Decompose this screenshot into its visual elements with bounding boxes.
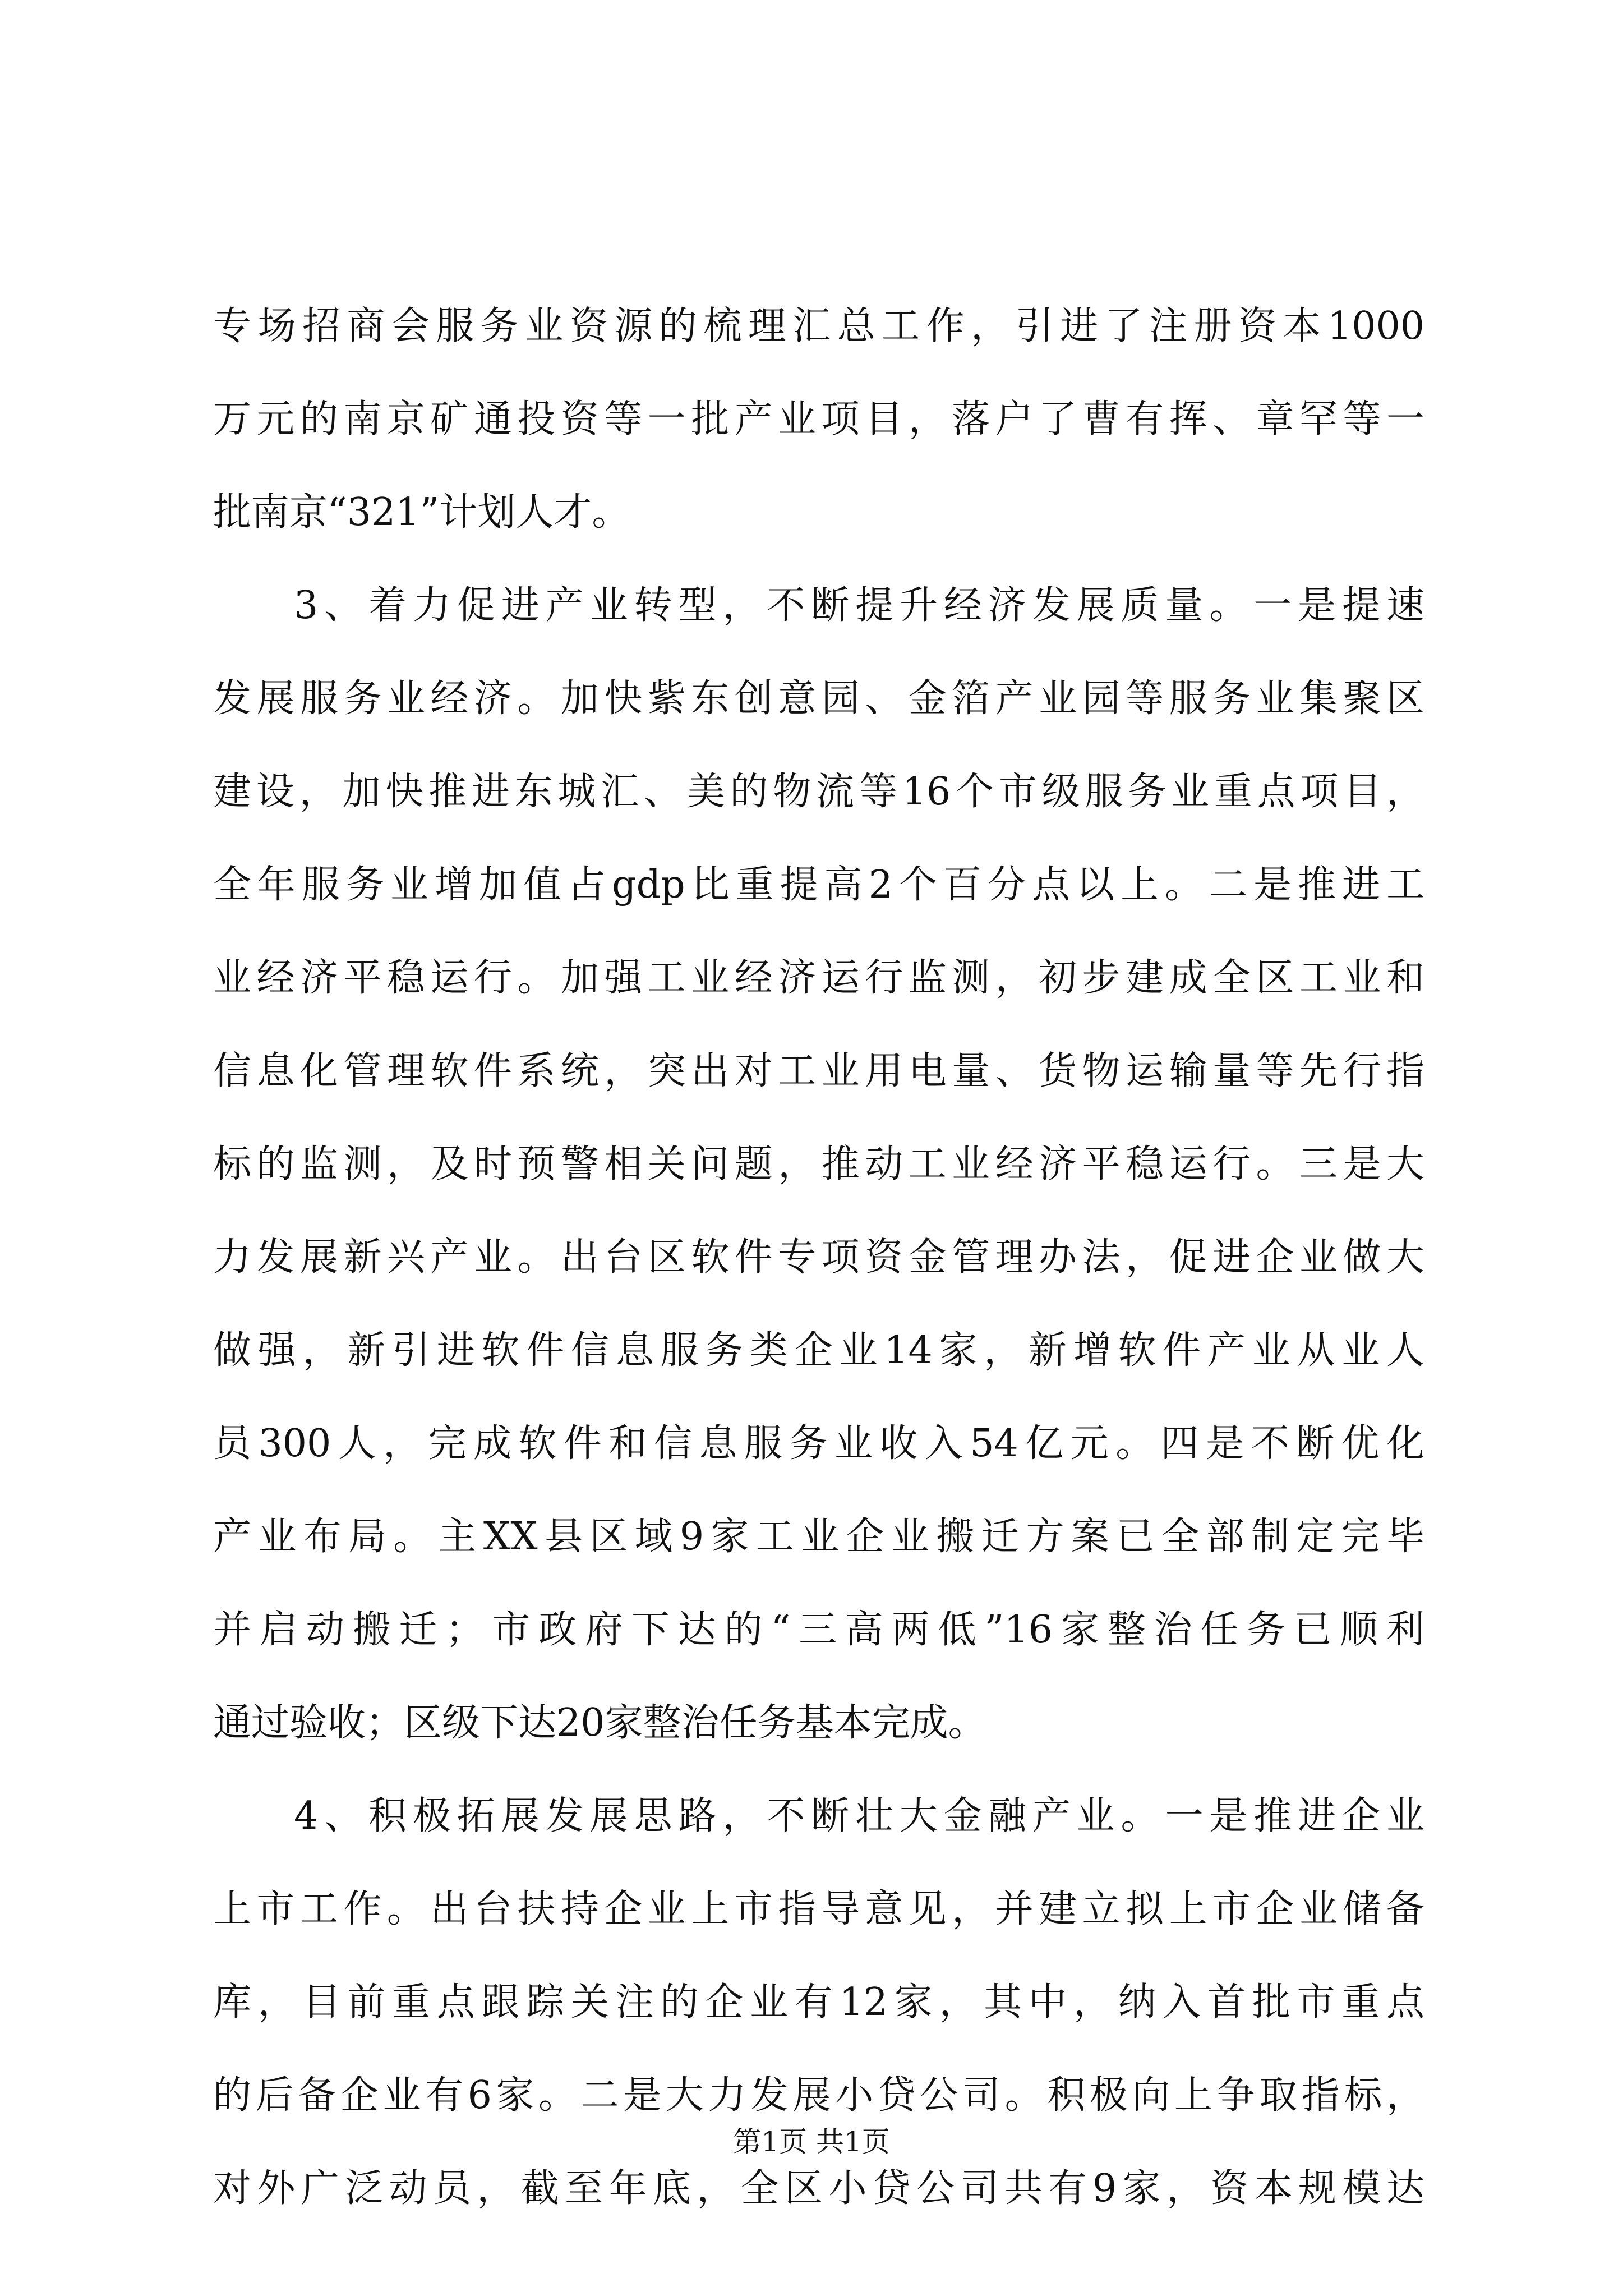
text-line: 全年服务业增加值占gdp比重提高2个百分点以上。二是推进工 [213, 863, 1424, 907]
text-line: 库，目前重点跟踪关注的企业有12家，其中，纳入首批市重点 [213, 1980, 1424, 2024]
text-line: 3、着力促进产业转型，不断提升经济发展质量。一是提速 [294, 583, 1424, 628]
text-line: 发展服务业经济。加快紫东创意园、金箔产业园等服务业集聚区 [213, 677, 1424, 721]
text-line: 产业布局。主XX县区域9家工业企业搬迁方案已全部制定完毕 [213, 1515, 1424, 1559]
text-line: 对外广泛动员，截至年底，全区小贷公司共有9家，资本规模达 [213, 2166, 1424, 2211]
text-line: 上市工作。出台扶持企业上市指导意见，并建立拟上市企业储备 [213, 1887, 1424, 1931]
text-line: 专场招商会服务业资源的梳理汇总工作，引进了注册资本1000 [213, 304, 1424, 348]
text-line: 通过验收；区级下达20家整治任务基本完成。 [213, 1701, 986, 1745]
text-line: 做强，新引进软件信息服务类企业14家，新增软件产业从业人 [213, 1328, 1424, 1373]
text-line: 4、积极拓展发展思路，不断壮大金融产业。一是推进企业 [294, 1794, 1424, 1838]
text-line: 信息化管理软件系统，突出对工业用电量、货物运输量等先行指 [213, 1049, 1424, 1093]
text-line: 建设，加快推进东城汇、美的物流等16个市级服务业重点项目， [213, 770, 1424, 814]
text-line: 批南京“321”计划人才。 [213, 490, 630, 535]
body-text [213, 303, 1424, 2258]
page-footer: 第1页 共1页 [733, 2125, 890, 2158]
text-line: 万元的南京矿通投资等一批产业项目，落户了曹有挥、章罕等一 [213, 397, 1424, 441]
text-line: 并启动搬迁；市政府下达的“三高两低”16家整治任务已顺利 [213, 1608, 1424, 1652]
text-line: 力发展新兴产业。出台区软件专项资金管理办法，促进企业做大 [213, 1235, 1424, 1280]
text-line: 标的监测，及时预警相关问题，推动工业经济平稳运行。三是大 [213, 1142, 1424, 1186]
text-line: 业经济平稳运行。加强工业经济运行监测，初步建成全区工业和 [213, 956, 1424, 1000]
text-line: 的后备企业有6家。二是大力发展小贷公司。积极向上争取指标， [213, 2073, 1424, 2118]
text-line: 员300人，完成软件和信息服务业收入54亿元。四是不断优化 [213, 1421, 1424, 1466]
